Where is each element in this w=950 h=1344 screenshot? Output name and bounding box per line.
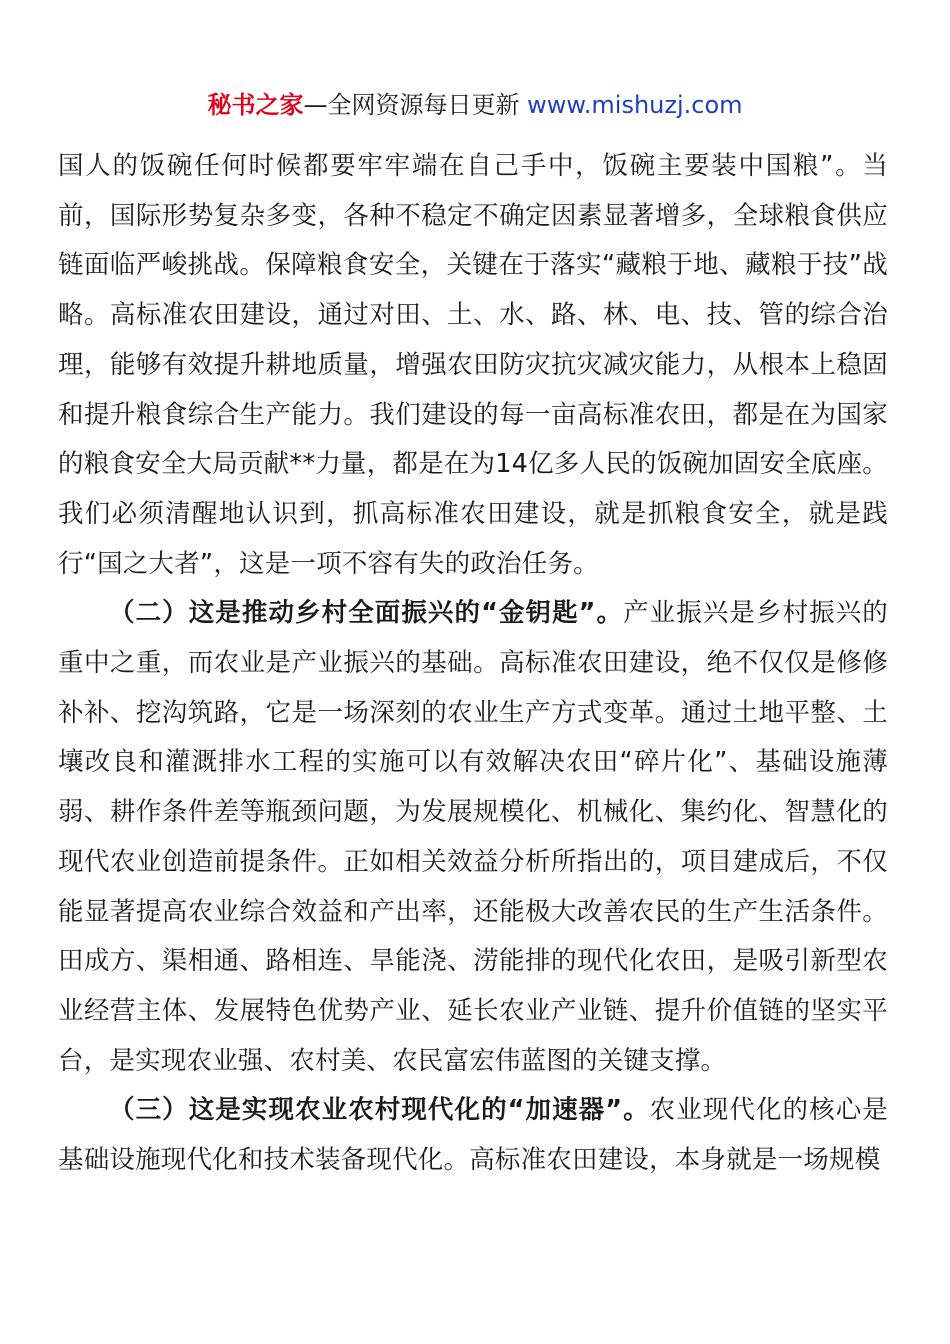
site-url-link[interactable]: www.mishuzj.com [527,91,743,119]
site-header [0,88,950,122]
paragraph-text: 国人的饭碗任何时候都要牢牢端在自己手中，饭碗主要装中国粮”。当前，国际形势复杂多变，各种不稳定不确定因素显著增多，全球粮食供应链面临严峻挑战。保障粮食安全，关键在于落实“藏粮于地、藏粮于技”战略。高标准农田建设，通过对田、土、水、路、林、电、技、管的综合治理，能够有效提升耕地质量，增强农田防灾抗灾减灾能力，从根本上稳固和提升粮食综合生产能力。我们建设的每一亩高标准农田，都是在为国家的粮食安全大局贡献**力量，都是在为14亿多人民的饭碗加固安全底座。我们必须清醒地认识到，抓高标准农田建设，就是抓粮食安全，就是践行“国之大者”，这是一项不容有失的政治任务。 [58,151,888,579]
section-heading-3: （三）这是实现农业农村现代化的“加速器”。 [109,1095,650,1126]
paragraph-text: 农业现代化的核心是基础设施现代化和技术装备现代化。高标准农田建设，本身就是一场规模 [58,1095,888,1176]
site-tagline: —全网资源每日更新 [303,91,528,119]
paragraph-1 [58,142,888,589]
paragraph-2 [58,589,888,1086]
paragraph-text: 产业振兴是乡村振兴的重中之重，而农业是产业振兴的基础。高标准农田建设，绝不仅仅是修修补补、挖沟筑路，它是一场深刻的农业生产方式变革。通过土地平整、土壤改良和灌溉排水工程的实施可以有效解决农田“碎片化”、基础设施薄弱、耕作条件差等瓶颈问题，为发展规模化、机械化、集约化、智慧化的现代农业创造前提条件。正如相关效益分析所指出的，项目建成后，不仅能显著提高农业综合效益和产出率，还能极大改善农民的生产生活条件。田成方、渠相通、路相连、旱能浇、涝能排的现代化农田，是吸引新型农业经营主体、发展特色优势产业、延长农业产业链、提升价值链的坚实平台，是实现农业强、农村美、农民富宏伟蓝图的关键支撑。 [58,598,888,1076]
section-heading-2: （二）这是推动乡村全面振兴的“金钥匙”。 [109,598,624,629]
paragraph-3 [58,1086,888,1185]
brand-name: 秘书之家 [207,91,304,119]
document-body [58,142,888,1186]
